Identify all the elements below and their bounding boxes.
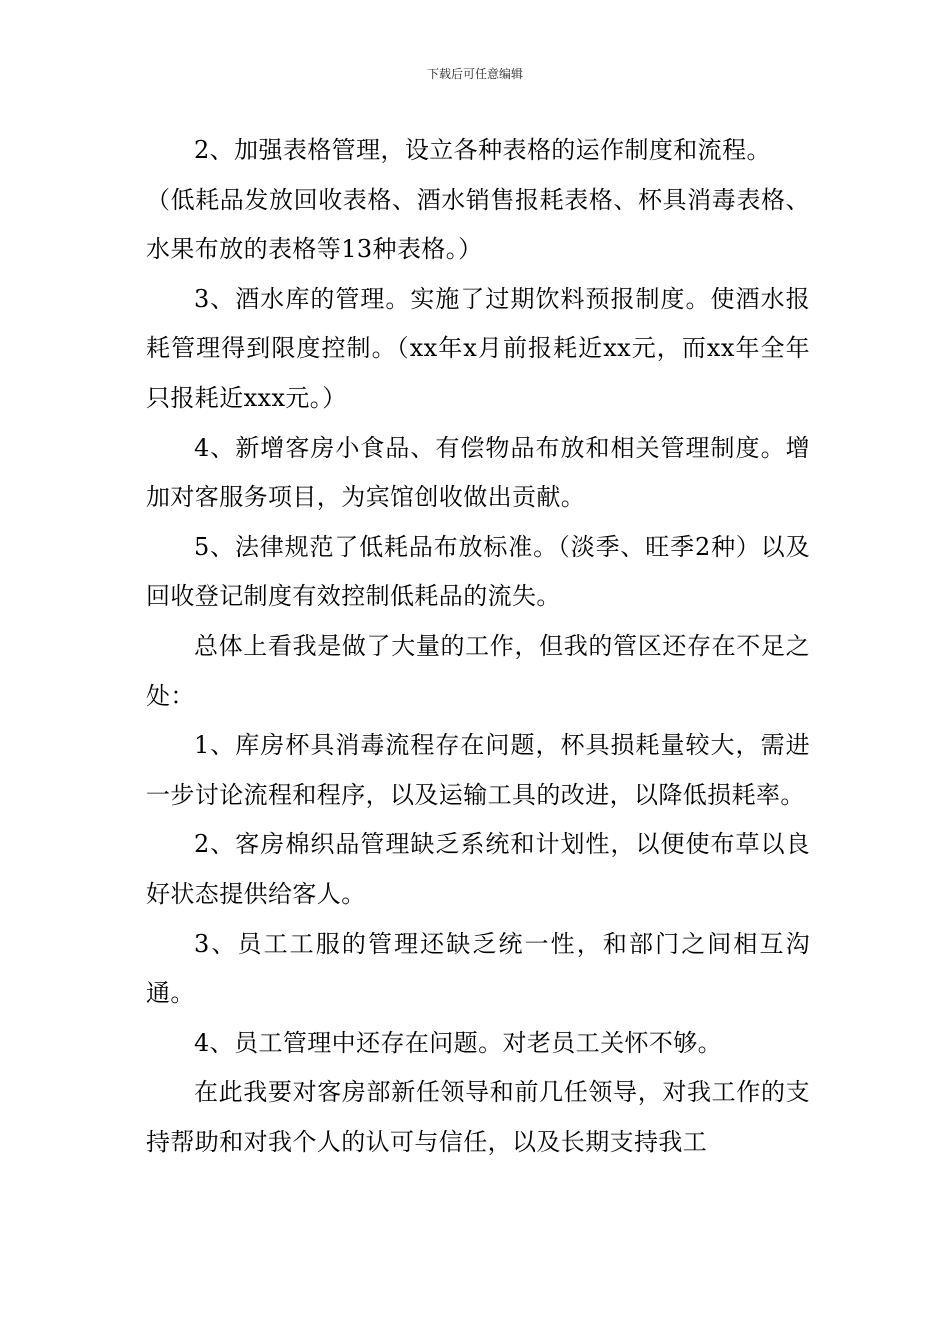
paragraph-item-4: 4、新增客房小食品、有偿物品布放和相关管理制度。增加对客服务项目，为宾馆创收做出贡献。	[146, 433, 810, 512]
paragraph-item-5: 5、法律规范了低耗品布放标准。（淡季、旺季2种）以及回收登记制度有效控制低耗品的流失。	[146, 532, 810, 611]
paragraph-summary: 总体上看我是做了大量的工作，但我的管区还存在不足之处：	[146, 631, 810, 710]
paragraph-issue-1: 1、库房杯具消毒流程存在问题，杯具损耗量较大，需进一步讨论流程和程序，以及运输工具的改进，以降低损耗率。	[146, 731, 810, 809]
paragraph-item-2: 2、加强表格管理，设立各种表格的运作制度和流程。	[194, 136, 771, 164]
paragraph-issue-3: 3、员工工服的管理还缺乏统一性，和部门之间相互沟通。	[146, 929, 810, 1008]
paragraph-issue-4: 4、员工管理中还存在问题。对老员工关怀不够。	[194, 1028, 723, 1057]
paragraph-forms-list: （低耗品发放回收表格、酒水销售报耗表格、杯具消毒表格、水果布放的表格等13种表格。）	[146, 185, 810, 264]
document-body	[146, 126, 810, 1167]
page-header: 下载后可任意编辑	[426, 67, 523, 81]
paragraph-thanks: 在此我要对客房部新任领导和前几任领导，对我工作的支持帮助和对我个人的认可与信任，以及长期支持我工	[146, 1078, 810, 1156]
paragraph-item-3: 3、酒水库的管理。实施了过期饮料预报制度。使酒水报耗管理得到限度控制。（xx年x月前报耗近xx元，而xx年全年只报耗近xxx元。）	[146, 284, 810, 412]
paragraph-issue-2: 2、客房棉织品管理缺乏系统和计划性，以便使布草以良好状态提供给客人。	[146, 830, 810, 908]
